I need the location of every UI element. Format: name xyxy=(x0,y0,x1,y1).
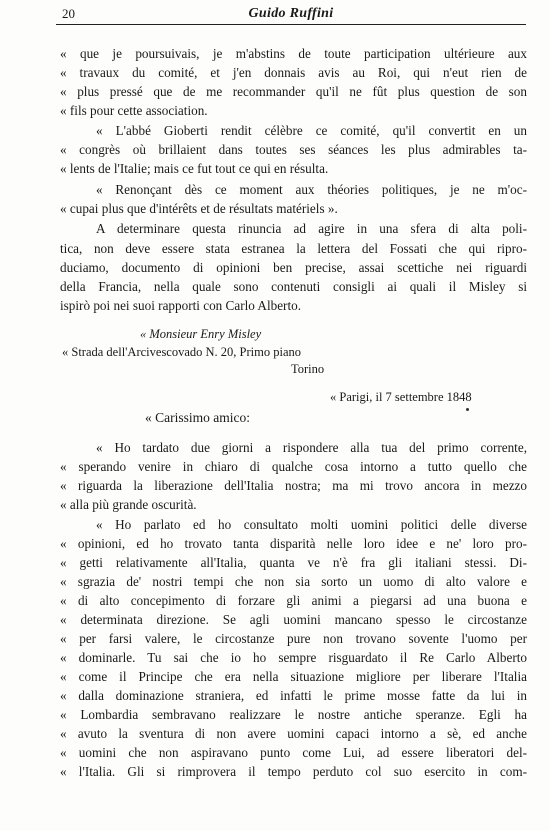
text-line: « dalla dominazione straniera, ed infatti le prime mosse fatte da lui in xyxy=(60,688,527,703)
letter-salutation: « Carissimo amico: xyxy=(145,410,250,425)
text-line: « riguarda la liberazione dell'Italia nostra; ma mi trovo ancora in mezzo xyxy=(60,478,527,493)
page-header xyxy=(56,2,526,25)
text-line: « avuto la sventura di non avere uomini capaci intorno a sè, ed anche xyxy=(60,726,527,741)
text-line: « alla più grande oscurità. xyxy=(60,497,197,512)
letter-date: « Parigi, il 7 settembre 1848 xyxy=(330,390,472,404)
text-line: « Ho parlato ed ho consultato molti uomini politici delle diverse xyxy=(96,517,527,532)
text-line: « come il Principe che era nella situazione migliore per liberare l'Italia xyxy=(60,669,527,684)
text-line: « opinioni, ed ho trovato tanta disparità nelle loro idee e ne' loro pro- xyxy=(60,536,527,551)
running-title: Guido Ruffini xyxy=(248,6,334,21)
text-line: della Francia, nella quale sono contenuti consigli ai quali il Misley si xyxy=(60,279,527,294)
text-line: « determinata direzione. Se agli uomini mancano spesso le circostanze xyxy=(60,612,527,627)
letter-addressee: « Monsieur Enry Misley xyxy=(140,327,262,341)
text-line: « L'abbé Gioberti rendit célèbre ce comité, qu'il convertit en un xyxy=(96,123,527,138)
text-line: « plus pressé que de me recommander qu'il ne fût plus question de son xyxy=(60,84,527,99)
text-line: « getti relativamente all'Italia, quanta ve n'è fra gli italiani stessi. Di- xyxy=(60,555,527,570)
text-line: ispirò poi nei suoi rapporti con Carlo Alberto. xyxy=(60,298,301,313)
text-line: « congrès où brillaient dans toutes ses séances les plus admirables ta- xyxy=(60,142,527,157)
text-line: « fils pour cette association. xyxy=(60,103,208,118)
text-line: « travaux du comité, et j'en donnais avis au Roi, qui n'eut rien de xyxy=(60,65,527,80)
letter-address: « Strada dell'Arcivescovado N. 20, Primo piano xyxy=(62,345,302,359)
text-line: « Lombardia sembravano realizzare le nostre antiche speranze. Egli ha xyxy=(60,707,527,722)
text-line: tica, non deve essere stata estranea la lettera del Fossati che qui ripro- xyxy=(60,241,527,256)
text-line: « que je poursuivais, je m'abstins de toute participation ultérieure aux xyxy=(60,46,527,61)
text-line: « per farsi valere, le circostanze pure non trovano sovente l'uomo per xyxy=(60,631,527,646)
text-line: « l'Italia. Gli si rimprovera il tempo perduto col suo esercito in com- xyxy=(60,764,527,779)
text-line: duciamo, documento di opinioni ben precise, assai scettiche nei riguardi xyxy=(60,260,527,275)
text-line: « Ho tardato due giorni a rispondere alla tua del primo corrente, xyxy=(96,440,527,455)
text-line: « uomini che non aspiravano punto come Lui, ad essere liberatori del- xyxy=(60,745,527,760)
page-number: 20 xyxy=(62,6,75,21)
text-line: « Renonçant dès ce moment aux théories politiques, je ne m'oc- xyxy=(96,182,527,197)
text-line: « cupai plus que d'intérêts et de résultats matériels ». xyxy=(60,201,338,216)
text-line: « sperando venire in chiaro di qualche cosa intorno a tutto quello che xyxy=(60,459,527,474)
letter-city: Torino xyxy=(291,362,325,376)
text-line: A determinare questa rinuncia ad agire in una sfera di alta poli- xyxy=(96,221,527,236)
text-line: « di alto concepimento di forzare gli animi a piegarsi ad una buona e xyxy=(60,593,527,608)
text-line: « lents de l'Italie; mais ce fut tout ce qui en résulta. xyxy=(60,161,329,176)
text-line: « dominarle. Tu sai che io ho sempre risguardato il Re Carlo Alberto xyxy=(60,650,527,665)
text-line: « sgrazia de' nostri tempi che non sia sorto un uomo di alto valore e xyxy=(60,574,527,589)
ink-speck xyxy=(466,408,469,411)
